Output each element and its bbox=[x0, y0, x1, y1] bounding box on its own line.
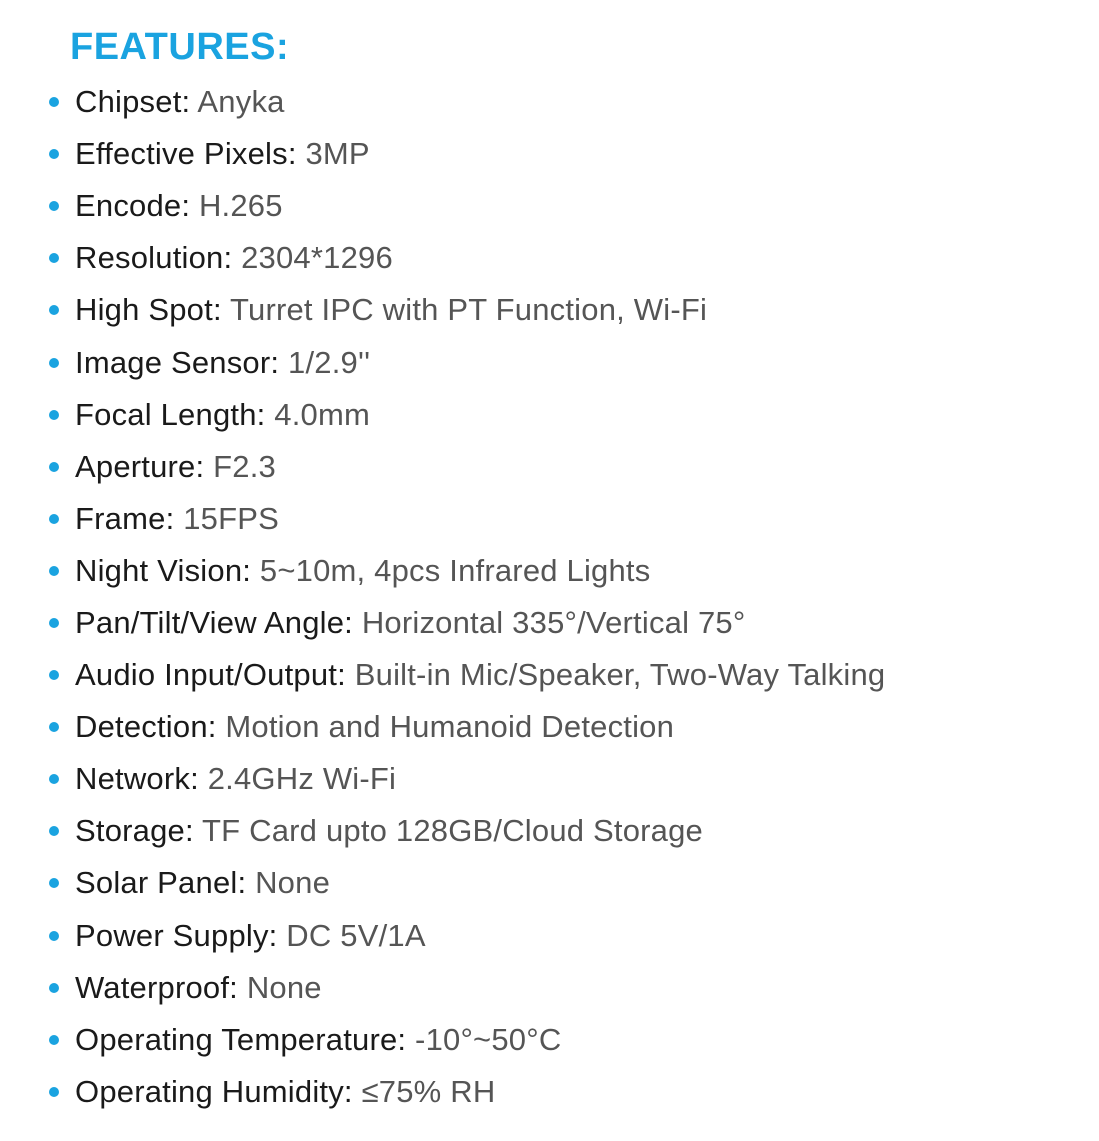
bullet-icon bbox=[49, 253, 59, 263]
feature-value: TF Card upto 128GB/Cloud Storage bbox=[193, 813, 703, 849]
feature-text bbox=[75, 655, 885, 695]
list-item bbox=[0, 389, 1099, 441]
bullet-icon bbox=[49, 1087, 59, 1097]
list-item bbox=[0, 232, 1099, 284]
feature-label: Night Vision: bbox=[75, 552, 252, 588]
bullet-icon bbox=[49, 722, 59, 732]
list-item bbox=[0, 545, 1099, 597]
bullet-icon bbox=[49, 931, 59, 941]
feature-label: Focal Length: bbox=[75, 396, 266, 432]
feature-value: H.265 bbox=[190, 188, 283, 224]
list-item bbox=[0, 701, 1099, 753]
bullet-icon bbox=[49, 618, 59, 628]
feature-text bbox=[75, 499, 279, 539]
feature-label: Image Sensor: bbox=[75, 344, 280, 380]
list-item bbox=[0, 284, 1099, 336]
feature-value: Motion and Humanoid Detection bbox=[216, 709, 675, 745]
feature-label: Audio Input/Output: bbox=[75, 657, 346, 693]
feature-label: Operating Humidity: bbox=[75, 1073, 353, 1109]
feature-value: None bbox=[246, 865, 331, 901]
bullet-icon bbox=[49, 358, 59, 368]
feature-value: Turret IPC with PT Function, Wi-Fi bbox=[221, 292, 708, 328]
list-item bbox=[0, 649, 1099, 701]
feature-list bbox=[0, 76, 1099, 1118]
feature-text bbox=[75, 551, 650, 591]
feature-text bbox=[75, 395, 370, 435]
feature-label: Network: bbox=[75, 761, 199, 797]
feature-text bbox=[75, 238, 393, 278]
bullet-icon bbox=[49, 462, 59, 472]
bullet-icon bbox=[49, 201, 59, 211]
feature-text bbox=[75, 343, 370, 383]
feature-label: Detection: bbox=[75, 709, 217, 745]
feature-label: Waterproof: bbox=[75, 969, 238, 1005]
list-item bbox=[0, 753, 1099, 805]
list-item bbox=[0, 493, 1099, 545]
bullet-icon bbox=[49, 149, 59, 159]
feature-text bbox=[75, 968, 322, 1008]
feature-text bbox=[75, 1072, 495, 1112]
feature-label: Pan/Tilt/View Angle: bbox=[75, 604, 353, 640]
feature-text bbox=[75, 186, 283, 226]
feature-value: Horizontal 335°/Vertical 75° bbox=[353, 604, 746, 640]
feature-label: Operating Temperature: bbox=[75, 1021, 407, 1057]
feature-value: DC 5V/1A bbox=[277, 917, 426, 953]
bullet-icon bbox=[49, 410, 59, 420]
list-item bbox=[0, 597, 1099, 649]
feature-label: Encode: bbox=[75, 188, 191, 224]
feature-value: F2.3 bbox=[204, 448, 276, 484]
list-item bbox=[0, 1066, 1099, 1118]
feature-text bbox=[75, 707, 674, 747]
feature-label: High Spot: bbox=[75, 292, 222, 328]
bullet-icon bbox=[49, 305, 59, 315]
features-title: FEATURES: bbox=[70, 26, 290, 68]
bullet-icon bbox=[49, 566, 59, 576]
feature-value: ≤75% RH bbox=[352, 1073, 496, 1109]
feature-text bbox=[75, 290, 707, 330]
feature-value: 1/2.9'' bbox=[279, 344, 371, 380]
feature-value: 4.0mm bbox=[265, 396, 371, 432]
feature-label: Resolution: bbox=[75, 240, 233, 276]
bullet-icon bbox=[49, 774, 59, 784]
feature-label: Frame: bbox=[75, 500, 175, 536]
bullet-icon bbox=[49, 97, 59, 107]
feature-value: 15FPS bbox=[174, 500, 279, 536]
feature-value: 2304*1296 bbox=[232, 240, 393, 276]
feature-value: Anyka bbox=[190, 84, 285, 120]
feature-text bbox=[75, 447, 276, 487]
list-item bbox=[0, 441, 1099, 493]
bullet-icon bbox=[49, 514, 59, 524]
feature-value: Built-in Mic/Speaker, Two-Way Talking bbox=[345, 657, 886, 693]
feature-value: 2.4GHz Wi-Fi bbox=[198, 761, 397, 797]
list-item bbox=[0, 1014, 1099, 1066]
list-item bbox=[0, 180, 1099, 232]
feature-value: 5~10m, 4pcs Infrared Lights bbox=[251, 552, 651, 588]
list-item bbox=[0, 962, 1099, 1014]
feature-text bbox=[75, 1020, 561, 1060]
feature-text bbox=[75, 759, 396, 799]
feature-value: 3MP bbox=[296, 136, 370, 172]
list-item bbox=[0, 910, 1099, 962]
feature-value: -10°~50°C bbox=[406, 1021, 562, 1057]
feature-label: Aperture: bbox=[75, 448, 205, 484]
feature-text bbox=[75, 82, 285, 122]
feature-label: Power Supply: bbox=[75, 917, 278, 953]
list-item bbox=[0, 805, 1099, 857]
bullet-icon bbox=[49, 983, 59, 993]
list-item bbox=[0, 128, 1099, 180]
feature-value: None bbox=[238, 969, 322, 1005]
feature-text bbox=[75, 863, 330, 903]
feature-label: Storage: bbox=[75, 813, 194, 849]
feature-label: Solar Panel: bbox=[75, 865, 247, 901]
list-item bbox=[0, 76, 1099, 128]
feature-label: Effective Pixels: bbox=[75, 136, 297, 172]
feature-text bbox=[75, 916, 426, 956]
bullet-icon bbox=[49, 878, 59, 888]
bullet-icon bbox=[49, 670, 59, 680]
feature-text bbox=[75, 603, 745, 643]
bullet-icon bbox=[49, 826, 59, 836]
list-item bbox=[0, 857, 1099, 909]
feature-text bbox=[75, 811, 703, 851]
list-item bbox=[0, 336, 1099, 388]
feature-label: Chipset: bbox=[75, 84, 191, 120]
bullet-icon bbox=[49, 1035, 59, 1045]
feature-text bbox=[75, 134, 370, 174]
